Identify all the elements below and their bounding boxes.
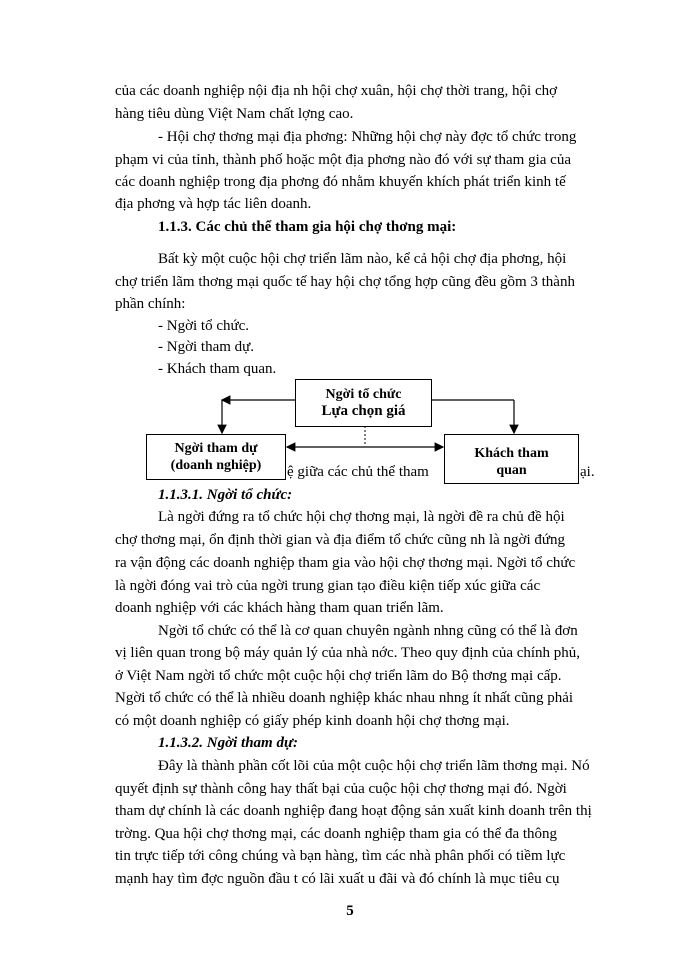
section-heading: 1.1.3. Các chủ thể tham gia hội chợ thơng mại: bbox=[158, 219, 457, 235]
text-line: Ngời tổ chức có thể là nhiều doanh nghiệp khác nhau nhng ít nhất cũng phải bbox=[115, 690, 574, 706]
text-line: là ngời đóng vai trò của ngời trung gian tạo điều kiện tiếp xúc giữa các bbox=[115, 578, 541, 594]
text-line: địa phơng và hợp tác liên doanh. bbox=[115, 196, 312, 212]
text-line: quyết định sự thành công hay thất bại của cuộc hội chợ thơng mại đó. Ngời bbox=[115, 781, 567, 797]
text-line: Đây là thành phần cốt lõi của một cuộc hội chợ triển lãm thơng mại. Nó bbox=[158, 758, 590, 774]
text-line: - Hội chợ thơng mại địa phơng: Những hội chợ này đợc tổ chức trong bbox=[158, 129, 577, 145]
figure-caption-fragment: ệ giữa các chủ thể tham bbox=[287, 464, 429, 480]
figure-caption-end: ại. bbox=[580, 464, 595, 480]
text-line: chợ thơng mại, ổn định thời gian và địa điểm tổ chức cũng nh là ngời đứng bbox=[115, 532, 565, 548]
text-line: phạm vi của tỉnh, thành phố hoặc một địa phơng nào đó với sự tham gia của bbox=[115, 152, 571, 168]
text-line: Bất kỳ một cuộc hội chợ triển lãm nào, kể cả hội chợ địa phơng, hội bbox=[158, 251, 567, 267]
visitor-sublabel: quan bbox=[496, 463, 527, 478]
text-line: có một doanh nghiệp có giấy phép kinh doanh hội chợ thơng mại. bbox=[115, 713, 510, 729]
organizer-label: Ngời tổ chức bbox=[325, 387, 402, 402]
text-line: vị liên quan trong bộ máy quản lý của nhà nớc. Theo quy định của chính phủ, bbox=[115, 645, 581, 661]
visitor-label: Khách tham bbox=[474, 446, 549, 461]
text-line: Là ngời đứng ra tổ chức hội chợ thơng mại, là ngời đề ra chủ đề hội bbox=[158, 509, 565, 525]
participant-box bbox=[146, 434, 286, 480]
text-line: của các doanh nghiệp nội địa nh hội chợ xuân, hội chợ thời trang, hội chợ bbox=[115, 83, 558, 99]
page-number: 5 bbox=[346, 903, 354, 919]
participant-sublabel: (doanh nghiệp) bbox=[170, 458, 262, 473]
text-line: chợ triển lãm thơng mại quốc tế hay hội chợ tổng hợp cũng đều gồm 3 thành bbox=[115, 274, 575, 290]
text-line: các doanh nghiệp trong địa phơng đó nhằm khuyến khích phát triển kinh tế bbox=[115, 174, 566, 190]
text-line: doanh nghiệp với các khách hàng tham quan triển lãm. bbox=[115, 600, 444, 616]
text-line: tin trực tiếp tới công chúng và bạn hàng, tìm các nhà phân phối có tiềm lực bbox=[115, 848, 566, 864]
organizer-sublabel: Lựa chọn giá bbox=[321, 403, 406, 419]
text-line: ra vận động các doanh nghiệp tham gia vào hội chợ thơng mại. Ngời tổ chức bbox=[115, 555, 576, 571]
text-line: Ngời tổ chức có thể là cơ quan chuyên ngành nhng cũng có thể là đơn bbox=[158, 623, 578, 639]
subsection-heading: 1.1.3.2. Ngời tham dự: bbox=[158, 735, 298, 751]
participant-label: Ngời tham dự bbox=[174, 441, 258, 456]
list-item: - Ngời tham dự. bbox=[158, 339, 255, 355]
text-line: hàng tiêu dùng Việt Nam chất lợng cao. bbox=[115, 106, 354, 122]
text-line: ở Việt Nam ngời tổ chức một cuộc hội chợ triển lãm do Bộ thơng mại cấp. bbox=[115, 668, 562, 684]
visitor-box bbox=[444, 434, 579, 484]
subsection-heading: 1.1.3.1. Ngời tổ chức: bbox=[158, 487, 293, 503]
text-line: mạnh hay tìm đợc nguồn đầu t có lãi xuất u đãi và đó chính là mục tiêu cụ bbox=[115, 871, 560, 887]
text-line: trờng. Qua hội chợ thơng mại, các doanh nghiệp tham gia có thể đa thông bbox=[115, 826, 558, 842]
list-item: - Ngời tổ chức. bbox=[158, 318, 250, 334]
organizer-box bbox=[295, 379, 432, 427]
list-item: - Khách tham quan. bbox=[158, 361, 277, 377]
text-line: tham dự chính là các doanh nghiệp đang hoạt động sản xuất kinh doanh trên thị bbox=[115, 803, 592, 819]
text-line: phần chính: bbox=[115, 296, 186, 312]
